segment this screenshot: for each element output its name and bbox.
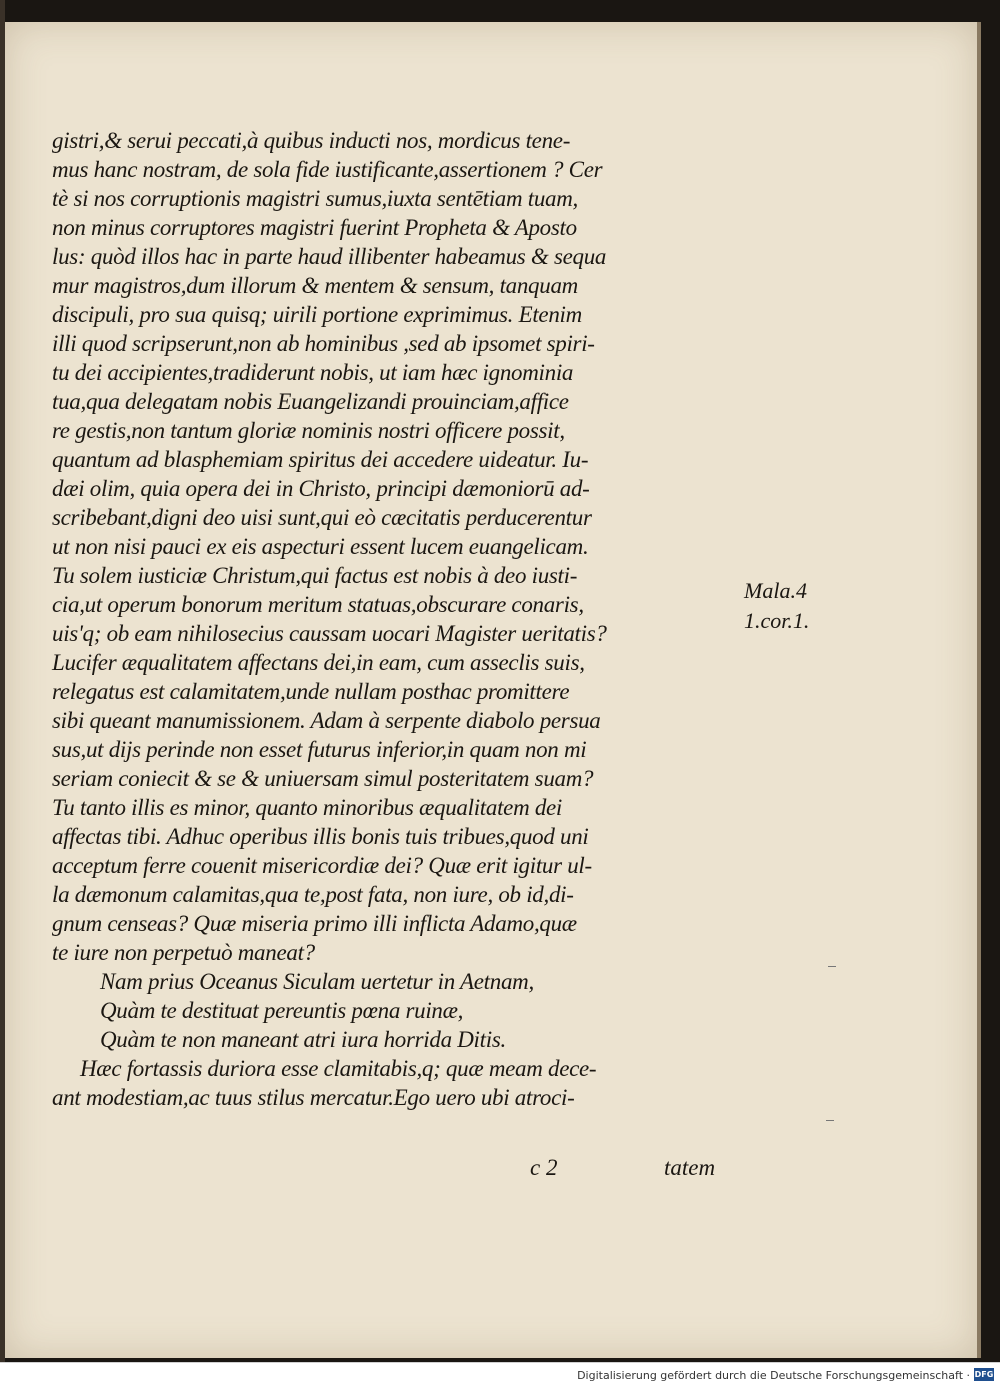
text-line: tè si nos corruptionis magistri sumus,iuxta sentētiam tuam,	[52, 186, 579, 211]
text-line: re gestis,non tantum gloriæ nominis nostri officere possit,	[52, 418, 565, 443]
signature-row	[52, 1155, 742, 1185]
page-edge	[977, 22, 981, 1358]
text-line: la dæmonum calamitas,qua te,post fata, non iure, ob id,di-	[52, 882, 574, 907]
footer-credit: Digitalisierung gefördert durch die Deutsche Forschungsgemeinschaft ·	[577, 1369, 970, 1382]
text-line: lus: quòd illos hac in parte haud illibenter habeamus & sequa	[52, 244, 607, 269]
text-line: gnum censeas? Quæ miseria primo illi inflicta Adamo,quæ	[52, 911, 577, 936]
text-line: affectas tibi. Adhuc operibus illis bonis tuis tribues,quod uni	[52, 824, 589, 849]
text-line: te iure non perpetuò maneat?	[52, 940, 315, 965]
text-line: cia,ut operum bonorum meritum statuas,obscurare conaris,	[52, 592, 584, 617]
main-text-block	[52, 126, 742, 1112]
text-line: uis'q; ob eam nihilosecius caussam uocari Magister ueritatis?	[52, 621, 607, 646]
scan-tick-mark	[828, 966, 836, 967]
verse-line: Quàm te destituat pereuntis pœna ruinæ,	[100, 998, 464, 1023]
text-line: Hæc fortassis duriora esse clamitabis,q; quæ meam dece-	[80, 1056, 597, 1081]
text-line: sus,ut dijs perinde non esset futurus inferior,in quam non mi	[52, 737, 587, 762]
margin-note-corinthians: 1.cor.1.	[744, 608, 810, 633]
text-line: tu dei accipientes,tradiderunt nobis, ut iam hæc ignominia	[52, 360, 574, 385]
text-line: ut non nisi pauci ex eis aspecturi essent lucem euangelicam.	[52, 534, 589, 559]
text-line: Tu tanto illis es minor, quanto minoribus æqualitatem dei	[52, 795, 563, 820]
verse-line: Nam prius Oceanus Siculam uertetur in Aetnam,	[100, 969, 534, 994]
catchword: tatem	[664, 1155, 716, 1180]
text-line: discipuli, pro sua quisq; uirili portione exprimimus. Etenim	[52, 302, 582, 327]
text-line: mur magistros,dum illorum & mentem & sensum, tanquam	[52, 273, 578, 298]
text-line: mus hanc nostram, de sola fide iustificante,assertionem ? Cer	[52, 157, 603, 182]
text-line: quantum ad blasphemiam spiritus dei accedere uideatur. Iu-	[52, 447, 589, 472]
scan-tick-mark	[826, 1120, 834, 1121]
text-line: non minus corruptores magistri fuerint Propheta & Aposto	[52, 215, 577, 240]
text-line: sibi queant manumissionem. Adam à serpente diabolo persua	[52, 708, 601, 733]
digitization-footer	[0, 1362, 1000, 1389]
text-line: Tu solem iusticiæ Christum,qui factus est nobis à deo iusti-	[52, 563, 578, 588]
text-line: tua,qua delegatam nobis Euangelizandi prouinciam,affice	[52, 389, 569, 414]
verse-line: Quàm te non maneant atri iura horrida Ditis.	[100, 1027, 506, 1052]
signature-mark: c 2	[530, 1155, 558, 1180]
text-line: scribebant,digni deo uisi sunt,qui eò cæcitatis perducerentur	[52, 505, 592, 530]
text-line: relegatus est calamitatem,unde nullam posthac promittere	[52, 679, 570, 704]
margin-note-malachi: Mala.4	[744, 578, 807, 603]
text-line: ant modestiam,ac tuus stilus mercatur.Ego uero ubi atroci-	[52, 1085, 575, 1110]
text-line: dæi olim, quia opera dei in Christo, principi dæmoniorū ad-	[52, 476, 590, 501]
text-line: illi quod scripserunt,non ab hominibus ,sed ab ipsomet spiri-	[52, 331, 595, 356]
text-line: acceptum ferre couenit misericordiæ dei? Quæ erit igitur ul-	[52, 853, 592, 878]
text-line: Lucifer æqualitatem affectans dei,in eam, cum asseclis suis,	[52, 650, 585, 675]
text-line: seriam coniecit & se & uniuersam simul posteritatem suam?	[52, 766, 594, 791]
dfg-logo-icon[interactable]: DFG	[974, 1370, 994, 1379]
text-line: gistri,& serui peccati,à quibus inducti nos, mordicus tene-	[52, 128, 571, 153]
